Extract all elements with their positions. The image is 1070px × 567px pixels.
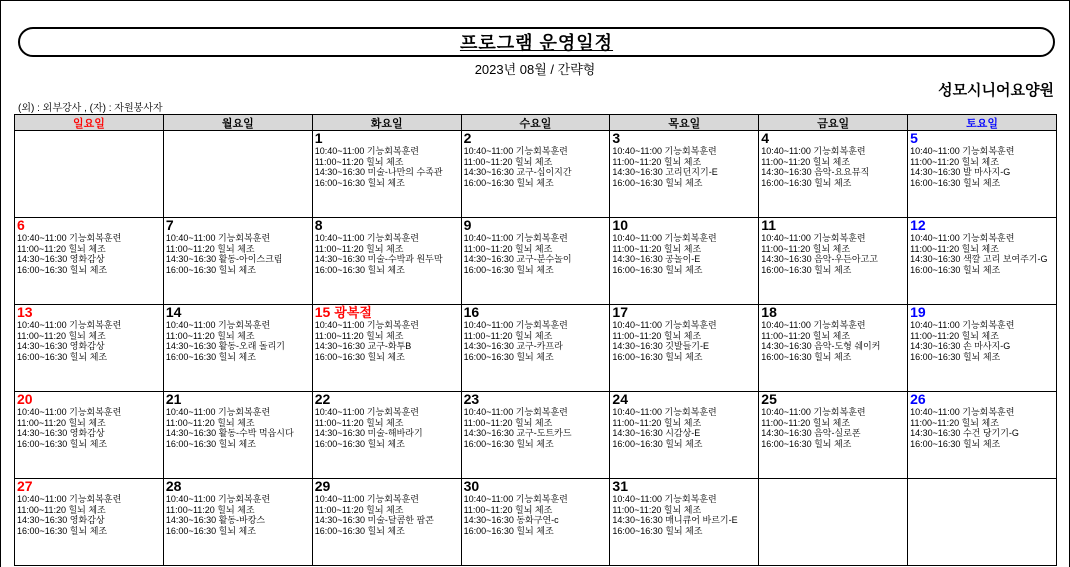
schedule-line: 16:00~16:30 힐뇌 체조 — [761, 264, 852, 275]
schedule-line: 10:40~11:00 기능회복훈련 — [612, 146, 717, 156]
schedule-line: 16:00~16:30 힐뇌 체조 — [463, 351, 554, 362]
schedule-line: 11:00~11:20 힐뇌 체조 — [314, 156, 404, 167]
schedule-line: 11:00~11:20 힐뇌 체조 — [17, 330, 106, 341]
schedule-line: 11:00~11:20 힐뇌 체조 — [17, 243, 106, 254]
schedule-line: 16:00~16:30 힐뇌 체조 — [761, 177, 852, 188]
day-number: 26 — [910, 392, 926, 407]
schedule-line: 16:00~16:30 힐뇌 체조 — [314, 438, 405, 449]
schedule-line: 16:00~16:30 힐뇌 체조 — [612, 264, 703, 275]
schedule-line: 14:30~16:30 깃발들기-E — [612, 341, 709, 351]
schedule-line: 14:30~16:30 동화구연-c — [463, 515, 559, 525]
day-number: 16 — [463, 305, 480, 320]
calendar-day-cell-13 — [15, 305, 164, 392]
calendar-day-cell-25 — [759, 392, 908, 479]
schedule-line: 14:30~16:30 발 마사지-G — [910, 167, 1011, 177]
day-number: 8 — [314, 218, 323, 233]
day-number: 20 — [17, 392, 33, 407]
schedule-line: 10:40~11:00 기능회복훈련 — [761, 146, 866, 156]
day-number: 15 — [314, 305, 331, 320]
schedule-line: 14:30~16:30 미술-나만의 수족관 — [314, 167, 443, 177]
day-head — [761, 218, 905, 233]
calendar-day-cell-22 — [313, 392, 462, 479]
calendar-day-cell-2 — [462, 131, 611, 218]
schedule-line: 10:40~11:00 기능회복훈련 — [612, 494, 717, 504]
day-head — [464, 479, 608, 494]
schedule-line: 16:00~16:30 힐뇌 체조 — [17, 264, 108, 275]
day-head — [315, 131, 459, 146]
schedule-line: 10:40~11:00 기능회복훈련 — [612, 233, 717, 243]
day-head — [17, 305, 161, 320]
schedule-line: 14:30~16:30 교구-도트카드 — [463, 428, 572, 438]
schedule-line: 16:00~16:30 힐뇌 체조 — [910, 351, 1001, 362]
schedule-line: 14:30~16:30 미술-수박과 원두막 — [314, 254, 443, 264]
schedule-line: 10:40~11:00 기능회복훈련 — [761, 320, 866, 330]
calendar-day-cell-15 — [313, 305, 462, 392]
day-number: 11 — [761, 218, 777, 233]
schedule-line: 11:00~11:20 힐뇌 체조 — [910, 330, 999, 341]
period-subtitle: 2023년 08월 / 간략형 — [474, 62, 596, 77]
schedule-line: 10:40~11:00 기능회복훈련 — [165, 233, 271, 243]
schedule-line: 16:00~16:30 힐뇌 체조 — [612, 438, 703, 449]
calendar-day-cell-17 — [610, 305, 759, 392]
schedule-line: 16:00~16:30 힐뇌 체조 — [612, 351, 703, 362]
schedule-line: 14:30~16:30 영화감상 — [17, 515, 105, 525]
schedule-line: 14:30~16:30 공놀이-E — [612, 254, 701, 264]
schedule-line: 11:00~11:20 힐뇌 체조 — [17, 417, 106, 428]
day-number: 14 — [165, 305, 182, 320]
day-number: 2 — [463, 131, 472, 146]
day-head — [761, 131, 905, 146]
schedule-line: 11:00~11:20 힐뇌 체조 — [463, 504, 553, 515]
schedule-line: 10:40~11:00 기능회복훈련 — [314, 407, 419, 417]
day-head — [612, 218, 756, 233]
day-head — [17, 392, 161, 407]
calendar-day-cell-16 — [462, 305, 611, 392]
schedule-line: 16:00~16:30 힐뇌 체조 — [17, 351, 108, 362]
schedule-line: 10:40~11:00 기능회복훈련 — [314, 146, 419, 156]
schedule-line: 14:30~16:30 수건 당기기-G — [910, 428, 1019, 438]
day-header-목요일: 목요일 — [610, 115, 759, 131]
day-head — [612, 305, 756, 320]
calendar-day-cell-5 — [908, 131, 1057, 218]
calendar-empty-cell — [164, 131, 313, 218]
calendar-day-cell-8 — [313, 218, 462, 305]
day-number: 31 — [612, 479, 628, 494]
day-header-수요일: 수요일 — [462, 115, 611, 131]
schedule-line: 16:00~16:30 힐뇌 체조 — [314, 264, 405, 275]
day-head — [166, 392, 310, 407]
legend-note: (외) : 외부강사 , (자) : 자원봉사자 — [18, 103, 163, 114]
schedule-line: 14:30~16:30 음악-도형 쉐이커 — [761, 341, 881, 351]
calendar-day-cell-3 — [610, 131, 759, 218]
schedule-line: 16:00~16:30 힐뇌 체조 — [17, 525, 108, 536]
calendar-week-row — [15, 305, 1057, 392]
schedule-line: 11:00~11:20 힐뇌 체조 — [165, 330, 255, 341]
schedule-line: 10:40~11:00 기능회복훈련 — [17, 320, 122, 330]
schedule-line: 14:30~16:30 음악-실로폰 — [761, 428, 861, 438]
calendar-day-cell-4 — [759, 131, 908, 218]
calendar-table — [14, 114, 1057, 566]
day-head — [761, 392, 905, 407]
schedule-line: 11:00~11:20 힐뇌 체조 — [910, 417, 999, 428]
schedule-line: 11:00~11:20 힐뇌 체조 — [910, 156, 999, 167]
schedule-line: 11:00~11:20 힐뇌 체조 — [761, 417, 851, 428]
schedule-line: 16:00~16:30 힐뇌 체조 — [612, 525, 703, 536]
schedule-line: 10:40~11:00 기능회복훈련 — [463, 407, 568, 417]
schedule-line: 16:00~16:30 힐뇌 체조 — [910, 264, 1001, 275]
schedule-line: 10:40~11:00 기능회복훈련 — [314, 233, 419, 243]
day-head — [612, 479, 756, 494]
day-number: 9 — [463, 218, 472, 233]
schedule-line: 16:00~16:30 힐뇌 체조 — [910, 438, 1001, 449]
day-head — [910, 305, 1054, 320]
calendar-day-cell-23 — [462, 392, 611, 479]
facility-name: 성모시니어요양원 — [938, 82, 1054, 99]
day-head — [17, 218, 161, 233]
schedule-line: 10:40~11:00 기능회복훈련 — [165, 494, 271, 504]
schedule-line: 10:40~11:00 기능회복훈련 — [463, 233, 568, 243]
day-header-금요일: 금요일 — [759, 115, 908, 131]
day-head — [612, 392, 756, 407]
schedule-line: 10:40~11:00 기능회복훈련 — [17, 494, 122, 504]
day-head — [315, 305, 459, 320]
schedule-line: 10:40~11:00 기능회복훈련 — [761, 233, 866, 243]
schedule-line: 14:30~16:30 매니큐어 바르기-E — [612, 515, 738, 525]
title-box — [18, 27, 1055, 57]
day-head — [910, 392, 1054, 407]
day-header-row — [15, 115, 1057, 131]
day-number: 7 — [165, 218, 174, 233]
calendar-day-cell-14 — [164, 305, 313, 392]
schedule-line: 16:00~16:30 힐뇌 체조 — [463, 438, 554, 449]
day-head — [315, 218, 459, 233]
calendar-day-cell-24 — [610, 392, 759, 479]
day-head — [464, 305, 608, 320]
calendar-day-cell-26 — [908, 392, 1057, 479]
holiday-label: 광복절 — [334, 305, 372, 320]
day-number: 19 — [910, 305, 926, 320]
schedule-line: 16:00~16:30 힐뇌 체조 — [165, 351, 256, 362]
schedule-line: 11:00~11:20 힐뇌 체조 — [17, 504, 106, 515]
day-header-토요일: 토요일 — [908, 115, 1057, 131]
schedule-line: 10:40~11:00 기능회복훈련 — [463, 146, 568, 156]
day-head — [761, 305, 905, 320]
day-number: 5 — [910, 131, 918, 146]
day-number: 22 — [314, 392, 331, 407]
schedule-line: 10:40~11:00 기능회복훈련 — [463, 494, 568, 504]
schedule-line: 14:30~16:30 색깔 고리 보여주기-G — [910, 254, 1048, 264]
schedule-line: 10:40~11:00 기능회복훈련 — [910, 146, 1015, 156]
day-number: 30 — [463, 479, 480, 494]
schedule-line: 11:00~11:20 힐뇌 체조 — [165, 504, 255, 515]
schedule-line: 16:00~16:30 힐뇌 체조 — [165, 264, 256, 275]
day-number: 17 — [612, 305, 628, 320]
schedule-line: 11:00~11:20 힐뇌 체조 — [463, 417, 553, 428]
schedule-line: 10:40~11:00 기능회복훈련 — [165, 407, 271, 417]
schedule-line: 10:40~11:00 기능회복훈련 — [314, 320, 419, 330]
schedule-line: 10:40~11:00 기능회복훈련 — [612, 320, 717, 330]
day-head — [315, 479, 459, 494]
schedule-line: 16:00~16:30 힐뇌 체조 — [165, 438, 256, 449]
schedule-line: 11:00~11:20 힐뇌 체조 — [910, 243, 999, 254]
day-head — [315, 392, 459, 407]
schedule-line: 16:00~16:30 힐뇌 체조 — [761, 438, 852, 449]
calendar-day-cell-12 — [908, 218, 1057, 305]
schedule-line: 11:00~11:20 힐뇌 체조 — [165, 243, 255, 254]
schedule-line: 11:00~11:20 힐뇌 체조 — [165, 417, 255, 428]
day-number: 25 — [761, 392, 777, 407]
schedule-line: 16:00~16:30 힐뇌 체조 — [314, 525, 405, 536]
schedule-line: 16:00~16:30 힐뇌 체조 — [463, 177, 554, 188]
day-header-월요일: 월요일 — [164, 115, 313, 131]
schedule-line: 10:40~11:00 기능회복훈련 — [314, 494, 419, 504]
schedule-line: 10:40~11:00 기능회복훈련 — [612, 407, 717, 417]
schedule-line: 10:40~11:00 기능회복훈련 — [761, 407, 866, 417]
schedule-line: 11:00~11:20 힐뇌 체조 — [761, 243, 851, 254]
calendar-day-cell-6 — [15, 218, 164, 305]
schedule-line: 16:00~16:30 힐뇌 체조 — [612, 177, 703, 188]
schedule-line: 14:30~16:30 활동-아이스크림 — [165, 254, 283, 264]
schedule-line: 14:30~16:30 활동-오래 돌리기 — [165, 341, 286, 351]
schedule-line: 16:00~16:30 힐뇌 체조 — [165, 525, 256, 536]
schedule-line: 14:30~16:30 미술-해바라기 — [314, 428, 423, 438]
schedule-line: 14:30~16:30 고리던지기-E — [612, 167, 718, 177]
schedule-line: 16:00~16:30 힐뇌 체조 — [761, 351, 852, 362]
schedule-line: 14:30~16:30 영화감상 — [17, 428, 105, 438]
schedule-line: 14:30~16:30 교구-분수놀이 — [463, 254, 572, 264]
schedule-line: 10:40~11:00 기능회복훈련 — [910, 233, 1015, 243]
day-header-일요일: 일요일 — [15, 115, 164, 131]
schedule-line: 10:40~11:00 기능회복훈련 — [17, 233, 122, 243]
schedule-line: 10:40~11:00 기능회복훈련 — [165, 320, 271, 330]
calendar-day-cell-1 — [313, 131, 462, 218]
day-number: 29 — [314, 479, 331, 494]
day-number: 6 — [17, 218, 25, 233]
day-head — [464, 131, 608, 146]
day-number: 10 — [612, 218, 628, 233]
day-number: 23 — [463, 392, 480, 407]
schedule-line: 10:40~11:00 기능회복훈련 — [910, 320, 1015, 330]
schedule-line: 14:30~16:30 음악-우든아고고 — [761, 254, 878, 264]
calendar-day-cell-30 — [462, 479, 611, 566]
schedule-line: 10:40~11:00 기능회복훈련 — [910, 407, 1015, 417]
day-head — [166, 218, 310, 233]
schedule-line: 14:30~16:30 영화감상 — [17, 254, 105, 264]
schedule-line: 14:30~16:30 미술-달콤한 팝콘 — [314, 515, 434, 525]
schedule-line: 10:40~11:00 기능회복훈련 — [463, 320, 568, 330]
schedule-line: 10:40~11:00 기능회복훈련 — [17, 407, 122, 417]
calendar-day-cell-20 — [15, 392, 164, 479]
schedule-line: 14:30~16:30 음악-요요뮤직 — [761, 167, 870, 177]
calendar-empty-cell — [759, 479, 908, 566]
day-number: 4 — [761, 131, 770, 146]
day-number: 18 — [761, 305, 777, 320]
day-number: 3 — [612, 131, 621, 146]
schedule-line: 16:00~16:30 힐뇌 체조 — [463, 525, 554, 536]
schedule-line: 16:00~16:30 힐뇌 체조 — [17, 438, 108, 449]
calendar-empty-cell — [15, 131, 164, 218]
calendar-day-cell-18 — [759, 305, 908, 392]
calendar-day-cell-28 — [164, 479, 313, 566]
schedule-line: 11:00~11:20 힐뇌 체조 — [314, 417, 404, 428]
schedule-line: 16:00~16:30 힐뇌 체조 — [910, 177, 1001, 188]
schedule-line: 14:30~16:30 시감상-E — [612, 428, 701, 438]
calendar-week-row — [15, 392, 1057, 479]
calendar-day-cell-11 — [759, 218, 908, 305]
schedule-line: 16:00~16:30 힐뇌 체조 — [314, 177, 405, 188]
schedule-line: 11:00~11:20 힐뇌 체조 — [612, 504, 702, 515]
calendar-day-cell-19 — [908, 305, 1057, 392]
calendar-day-cell-27 — [15, 479, 164, 566]
day-number: 28 — [165, 479, 182, 494]
day-head — [166, 479, 310, 494]
schedule-line: 11:00~11:20 힐뇌 체조 — [314, 243, 404, 254]
schedule-line: 16:00~16:30 힐뇌 체조 — [314, 351, 405, 362]
calendar-day-cell-21 — [164, 392, 313, 479]
day-head — [464, 218, 608, 233]
schedule-line: 11:00~11:20 힐뇌 체조 — [314, 504, 404, 515]
calendar-week-row — [15, 218, 1057, 305]
schedule-line: 14:30~16:30 활동-수박 먹읍시다 — [165, 428, 294, 438]
schedule-line: 11:00~11:20 힐뇌 체조 — [314, 330, 404, 341]
schedule-line: 11:00~11:20 힐뇌 체조 — [761, 156, 851, 167]
day-head — [910, 131, 1054, 146]
calendar-day-cell-31 — [610, 479, 759, 566]
schedule-line: 11:00~11:20 힐뇌 체조 — [612, 417, 702, 428]
day-head — [910, 218, 1054, 233]
calendar-day-cell-10 — [610, 218, 759, 305]
schedule-line: 14:30~16:30 교구-십이지간 — [463, 167, 572, 177]
schedule-line: 14:30~16:30 교구-화투B — [314, 341, 412, 351]
page-title: 프로그램 운영일정 — [459, 33, 614, 53]
day-head — [17, 479, 161, 494]
schedule-line: 11:00~11:20 힐뇌 체조 — [612, 156, 702, 167]
schedule-line: 11:00~11:20 힐뇌 체조 — [612, 243, 702, 254]
calendar-empty-cell — [908, 479, 1057, 566]
calendar-day-cell-7 — [164, 218, 313, 305]
day-number: 21 — [165, 392, 182, 407]
day-head — [612, 131, 756, 146]
schedule-line: 11:00~11:20 힐뇌 체조 — [463, 243, 553, 254]
day-number: 12 — [910, 218, 926, 233]
schedule-line: 11:00~11:20 힐뇌 체조 — [612, 330, 702, 341]
day-header-화요일: 화요일 — [313, 115, 462, 131]
schedule-line: 16:00~16:30 힐뇌 체조 — [463, 264, 554, 275]
calendar-week-row — [15, 131, 1057, 218]
day-number: 27 — [17, 479, 33, 494]
schedule-line: 11:00~11:20 힐뇌 체조 — [463, 156, 553, 167]
schedule-line: 11:00~11:20 힐뇌 체조 — [761, 330, 851, 341]
schedule-line: 14:30~16:30 활동-바캉스 — [165, 515, 266, 525]
day-head — [166, 305, 310, 320]
day-number: 13 — [17, 305, 33, 320]
schedule-line: 14:30~16:30 교구-카프라 — [463, 341, 563, 351]
schedule-line: 14:30~16:30 손 마사지-G — [910, 341, 1011, 351]
calendar-week-row — [15, 479, 1057, 566]
day-number: 24 — [612, 392, 628, 407]
day-head — [464, 392, 608, 407]
schedule-line: 14:30~16:30 영화감상 — [17, 341, 105, 351]
schedule-line: 11:00~11:20 힐뇌 체조 — [463, 330, 553, 341]
calendar-day-cell-9 — [462, 218, 611, 305]
day-number: 1 — [314, 131, 323, 146]
calendar-day-cell-29 — [313, 479, 462, 566]
